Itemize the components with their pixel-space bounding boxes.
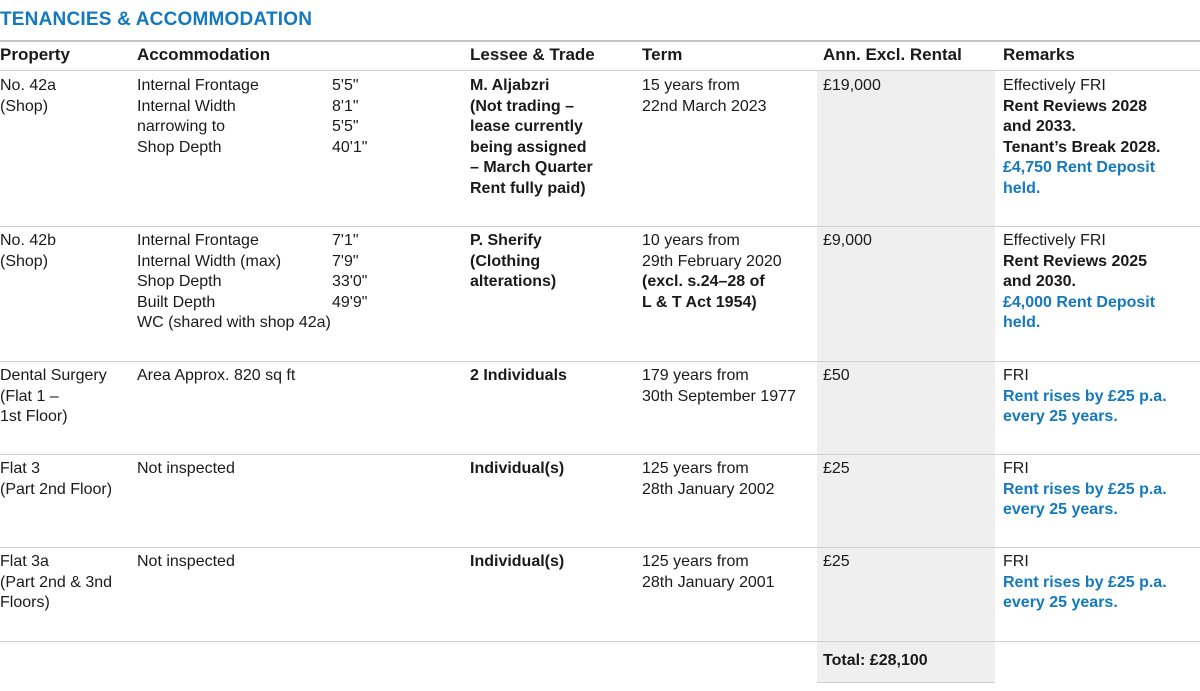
header-accommodation: Accommodation: [137, 45, 271, 64]
lessee-cell: [470, 76, 593, 200]
accommodation-item: [137, 231, 367, 252]
accommodation-label: WC (shared with shop 42a): [137, 314, 331, 332]
term-line: 28th January 2002: [642, 480, 775, 498]
accommodation-label: narrowing to: [137, 118, 226, 136]
property-line: Flat 3a: [0, 553, 49, 570]
rental-cell: [823, 459, 850, 480]
property-line: (Flat 1 –: [0, 387, 59, 405]
lessee-cell: [470, 459, 564, 480]
accommodation-item: [137, 117, 367, 138]
accommodation-label: Internal Frontage: [137, 77, 259, 94]
rental-cell: [823, 231, 872, 252]
remarks-line: £4,000 Rent Deposit: [1003, 293, 1156, 311]
remarks-line: Effectively FRI: [1003, 77, 1106, 94]
term-cell: [642, 459, 775, 500]
remarks-cell: [1003, 76, 1160, 200]
lessee-line: lease currently: [470, 118, 583, 136]
property-line: Floors): [0, 594, 50, 612]
rental-value: £50: [823, 367, 850, 384]
remarks-line: Rent Reviews 2025: [1003, 252, 1148, 270]
property-line: (Part 2nd & 3nd: [0, 573, 113, 591]
remarks-line: held.: [1003, 179, 1041, 197]
lessee-line: being assigned: [470, 138, 587, 156]
property-line: Dental Surgery: [0, 367, 107, 384]
lessee-cell: [470, 552, 564, 573]
accommodation-label: Internal Width (max): [137, 252, 282, 270]
rental-value: £25: [823, 553, 850, 570]
rental-cell: [823, 366, 850, 387]
rental-cell: [823, 76, 881, 97]
term-cell: [642, 231, 782, 313]
term-line: 22nd March 2023: [642, 97, 767, 115]
lessee-line: 2 Individuals: [470, 367, 567, 384]
header-rental: Ann. Excl. Rental: [823, 45, 962, 64]
remarks-line: every 25 years.: [1003, 594, 1118, 612]
property-cell: [0, 76, 56, 117]
row-divider: [0, 641, 1200, 642]
accommodation-text: Not inspected: [137, 460, 235, 477]
property-cell: [0, 231, 56, 272]
accommodation-value: 33'0": [332, 273, 368, 291]
accommodation-label: Shop Depth: [137, 273, 222, 291]
rental-value: £19,000: [823, 77, 881, 94]
accommodation-value: 7'1": [332, 232, 359, 249]
header-term: Term: [642, 45, 683, 64]
property-line: No. 42b: [0, 232, 57, 249]
term-cell: [642, 552, 775, 593]
remarks-line: FRI: [1003, 367, 1029, 384]
property-cell: [0, 366, 107, 428]
remarks-line: Rent rises by £25 p.a.: [1003, 480, 1167, 498]
accommodation-value: 5'5": [332, 118, 359, 136]
accommodation-value: 49'9": [332, 293, 368, 311]
accommodation-cell: [137, 366, 295, 387]
lessee-line: Individual(s): [470, 553, 565, 570]
lessee-line: alterations): [470, 273, 557, 291]
total-underline: [817, 682, 995, 683]
term-line: 125 years from: [642, 460, 749, 477]
accommodation-label: Built Depth: [137, 293, 216, 311]
remarks-line: Effectively FRI: [1003, 232, 1106, 249]
term-line: 29th February 2020: [642, 252, 782, 270]
accommodation-value: 40'1": [332, 138, 368, 156]
remarks-line: Tenant’s Break 2028.: [1003, 138, 1161, 156]
accommodation-value: 7'9": [332, 252, 359, 270]
header-property: Property: [0, 45, 70, 64]
term-line: 30th September 1977: [642, 387, 796, 405]
remarks-cell: [1003, 459, 1167, 521]
remarks-line: FRI: [1003, 460, 1029, 477]
term-cell: [642, 366, 796, 407]
remarks-line: FRI: [1003, 553, 1029, 570]
row-divider: [0, 454, 1200, 455]
row-divider: [0, 226, 1200, 227]
remarks-line: held.: [1003, 314, 1041, 332]
accommodation-text: Not inspected: [137, 553, 235, 570]
property-line: (Part 2nd Floor): [0, 480, 113, 498]
property-line: 1st Floor): [0, 408, 68, 426]
term-line: 15 years from: [642, 77, 740, 94]
row-divider: [0, 70, 1200, 71]
accommodation-cell: [137, 76, 367, 158]
remarks-line: and 2030.: [1003, 273, 1076, 291]
lessee-line: (Not trading –: [470, 97, 574, 115]
property-line: No. 42a: [0, 77, 57, 94]
lessee-cell: [470, 231, 556, 293]
property-line: (Shop): [0, 252, 49, 270]
accommodation-value: 8'1": [332, 97, 359, 115]
remarks-cell: [1003, 366, 1167, 428]
header-remarks: Remarks: [1003, 45, 1075, 64]
row-divider: [0, 361, 1200, 362]
accommodation-item: [137, 97, 367, 118]
rental-cell: [823, 552, 850, 573]
total-rental: Total: £28,100: [823, 652, 928, 669]
property-cell: [0, 459, 112, 500]
lessee-line: M. Aljabzri: [470, 77, 550, 94]
term-line: 125 years from: [642, 553, 749, 570]
accommodation-value: 5'5": [332, 77, 359, 94]
accommodation-text: Area Approx. 820 sq ft: [137, 367, 296, 384]
term-line: 28th January 2001: [642, 573, 775, 591]
term-line: 179 years from: [642, 367, 749, 384]
lessee-line: – March Quarter: [470, 159, 593, 177]
accommodation-cell: [137, 552, 235, 573]
term-line: 10 years from: [642, 232, 740, 249]
header-lessee: Lessee & Trade: [470, 45, 595, 64]
accommodation-label: Internal Frontage: [137, 232, 259, 249]
remarks-line: and 2033.: [1003, 118, 1076, 136]
accommodation-label: Shop Depth: [137, 138, 222, 156]
rental-value: £9,000: [823, 232, 872, 249]
accommodation-item: [137, 293, 367, 314]
table-top-rule: [0, 40, 1200, 42]
accommodation-item: [137, 138, 367, 159]
term-line: (excl. s.24–28 of: [642, 273, 765, 291]
term-cell: [642, 76, 767, 117]
lessee-cell: [470, 366, 567, 387]
property-line: (Shop): [0, 97, 49, 115]
accommodation-cell: [137, 459, 235, 480]
remarks-cell: [1003, 231, 1155, 334]
remarks-line: Rent Reviews 2028: [1003, 97, 1148, 115]
rental-value: £25: [823, 460, 850, 477]
term-line: L & T Act 1954): [642, 293, 757, 311]
section-title: TENANCIES & ACCOMMODATION: [0, 9, 313, 30]
lessee-line: Rent fully paid): [470, 179, 586, 197]
accommodation-item: [137, 313, 367, 334]
accommodation-label: Internal Width: [137, 97, 236, 115]
accommodation-item: [137, 76, 367, 97]
row-divider: [0, 547, 1200, 548]
property-cell: [0, 552, 112, 614]
accommodation-cell: [137, 231, 367, 334]
accommodation-item: [137, 252, 367, 273]
remarks-cell: [1003, 552, 1167, 614]
lessee-line: P. Sherify: [470, 232, 542, 249]
remarks-line: Rent rises by £25 p.a.: [1003, 573, 1167, 591]
remarks-line: Rent rises by £25 p.a.: [1003, 387, 1167, 405]
lessee-line: (Clothing: [470, 252, 541, 270]
remarks-line: every 25 years.: [1003, 501, 1118, 519]
remarks-line: every 25 years.: [1003, 408, 1118, 426]
remarks-line: £4,750 Rent Deposit: [1003, 159, 1156, 177]
property-line: Flat 3: [0, 460, 41, 477]
lessee-line: Individual(s): [470, 460, 565, 477]
accommodation-item: [137, 272, 367, 293]
